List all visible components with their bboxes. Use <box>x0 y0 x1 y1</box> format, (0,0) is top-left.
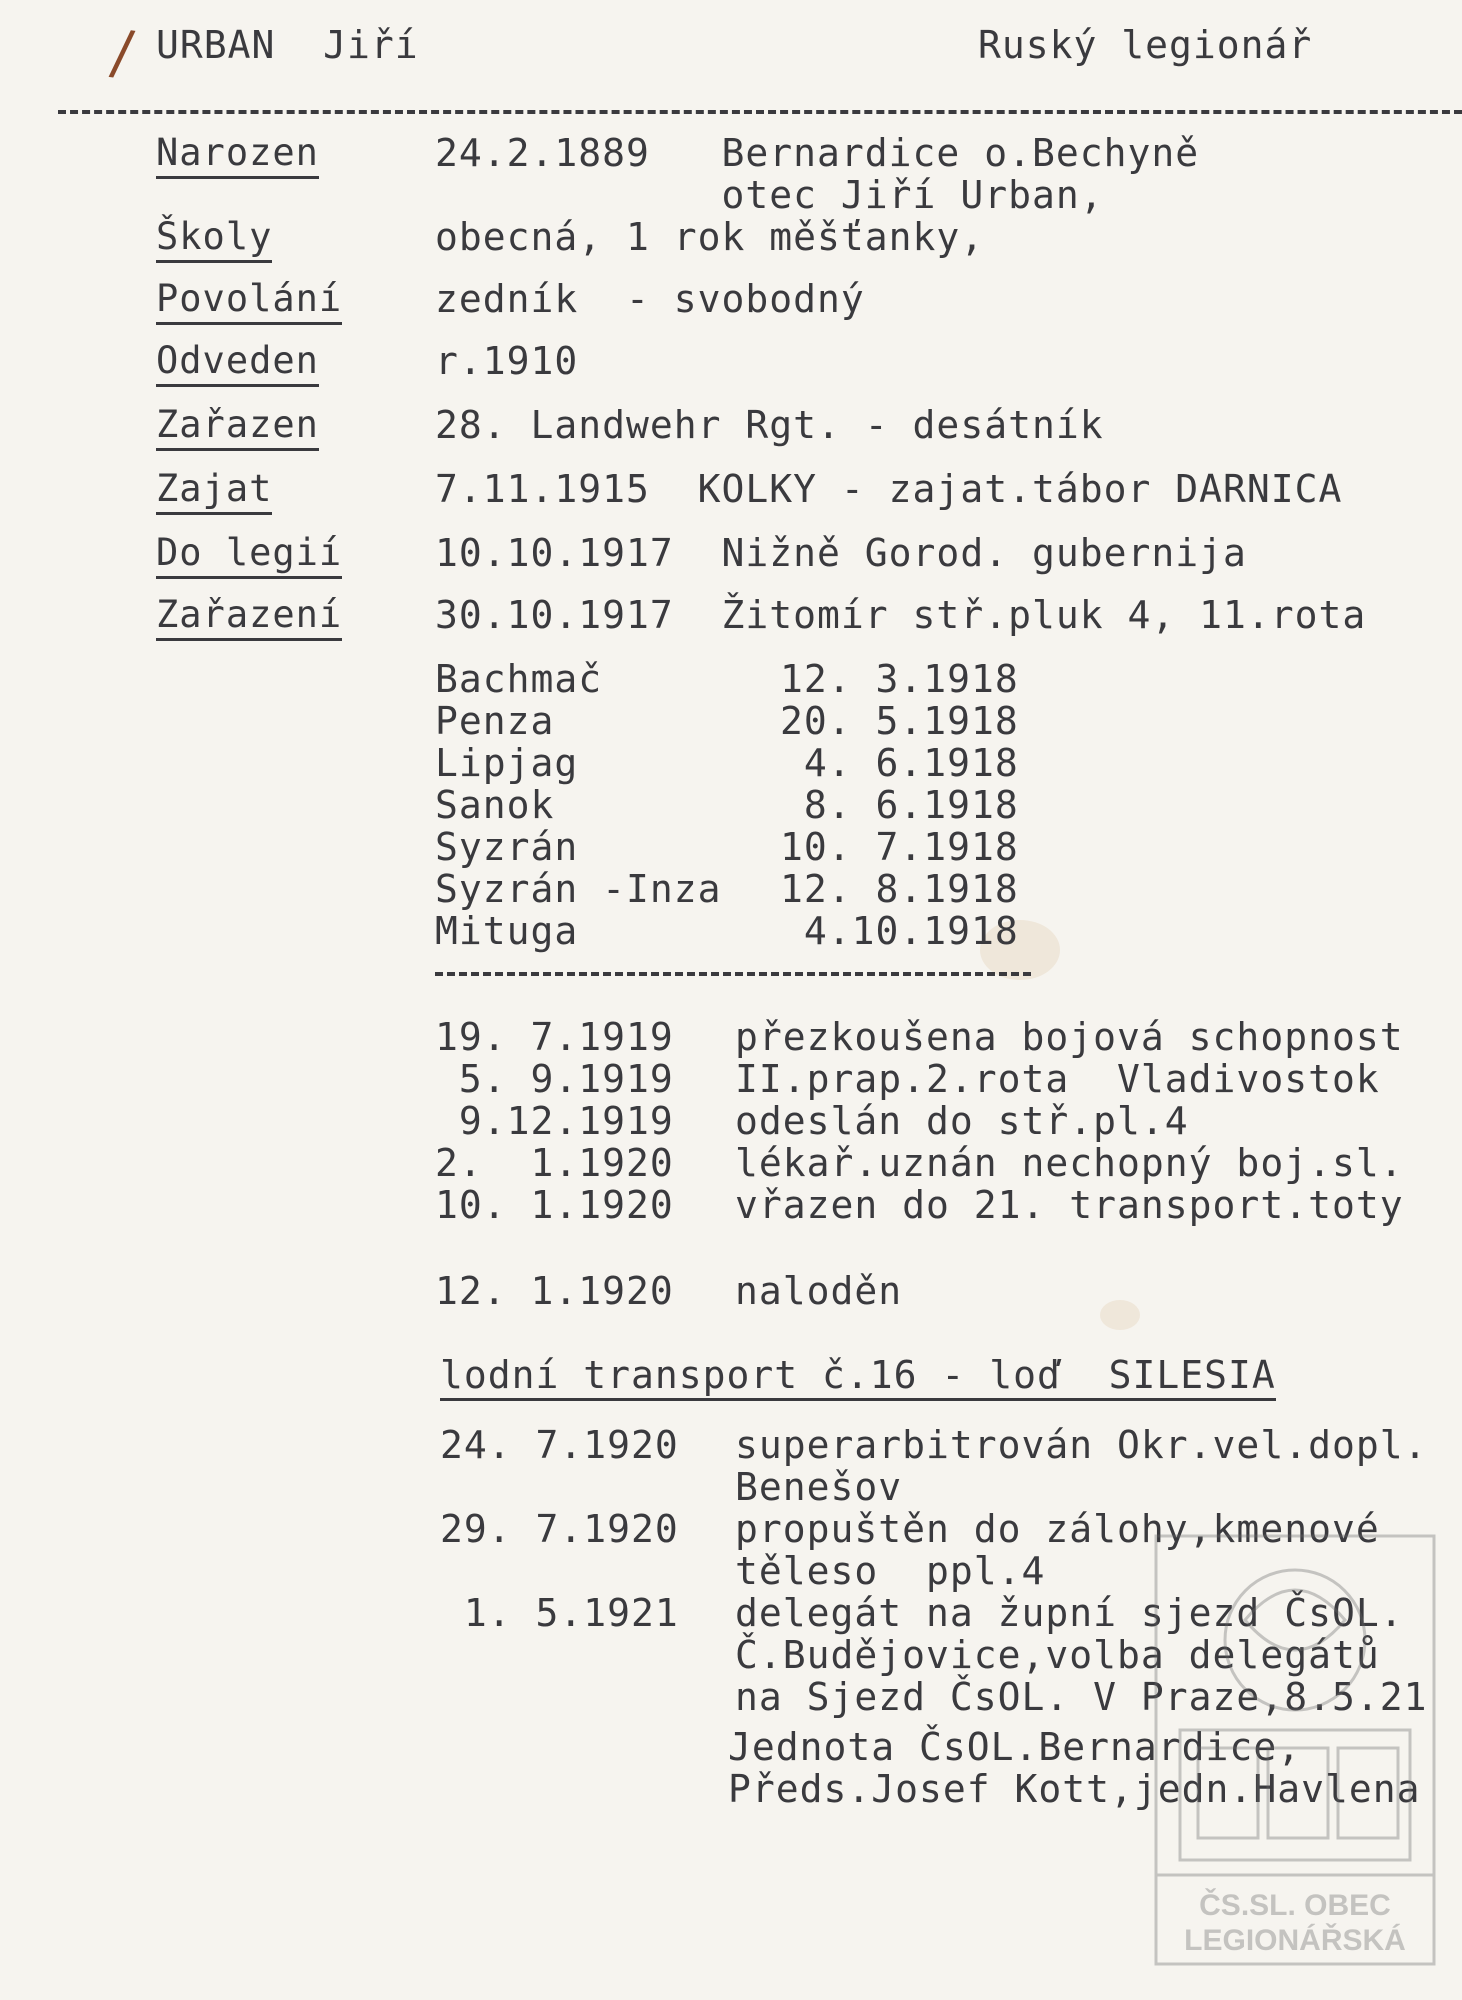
label-povolani: Povolání <box>156 278 342 325</box>
footer-line: Předs.Josef Kott,jedn.Havlena <box>728 1767 1421 1811</box>
label-zarazeni: Zařazení <box>156 594 342 641</box>
value-povolani: zedník - svobodný <box>435 277 865 321</box>
battles-divider <box>435 972 1031 976</box>
event-date: 2. 1.1920 <box>435 1141 674 1185</box>
event-text: superarbitrován Okr.vel.dopl. <box>735 1423 1428 1467</box>
event-text: přezkoušena bojová schopnost <box>735 1015 1404 1059</box>
battle-place: Lipjag <box>435 741 579 785</box>
pencil-mark: / <box>107 16 137 90</box>
label-odveden: Odveden <box>156 340 319 387</box>
value-narozen-2: otec Jiří Urban, <box>435 173 1104 217</box>
stamp-line2: LEGIONÁŘSKÁ <box>1184 1924 1406 1957</box>
battle-date: 4.10.1918 <box>780 909 1019 953</box>
label-skoly: Školy <box>156 216 272 263</box>
stamp-graphic <box>1150 1530 1440 1970</box>
event-text: těleso ppl.4 <box>735 1549 1046 1593</box>
value-zajat: 7.11.1915 KOLKY - zajat.tábor DARNICA <box>435 467 1343 511</box>
event-text: vřazen do 21. transport.toty <box>735 1183 1404 1227</box>
label-do-legii: Do legií <box>156 532 342 579</box>
value-odveden: r.1910 <box>435 339 579 383</box>
event-text: na Sjezd ČsOL. V Praze,8.5.21 <box>735 1675 1428 1719</box>
battle-place: Bachmač <box>435 657 603 701</box>
battle-date: 12. 3.1918 <box>780 657 1019 701</box>
event-text: lékař.uznán nechopný boj.sl. <box>735 1141 1404 1185</box>
header-divider <box>58 110 1462 114</box>
event-date: 9.12.1919 <box>435 1099 674 1143</box>
event-date: 19. 7.1919 <box>435 1015 674 1059</box>
battle-date: 12. 8.1918 <box>780 867 1019 911</box>
event-date: 5. 9.1919 <box>435 1057 674 1101</box>
event-date: 29. 7.1920 <box>440 1507 679 1551</box>
value-zarazen: 28. Landwehr Rgt. - desátník <box>435 403 1104 447</box>
value-zarazeni: 30.10.1917 Žitomír stř.pluk 4, 11.rota <box>435 593 1367 637</box>
event-text: propuštěn do zálohy,kmenové <box>735 1507 1380 1551</box>
battle-place: Syzrán <box>435 825 579 869</box>
document-title: Ruský legionář <box>978 23 1313 67</box>
label-zajat: Zajat <box>156 468 272 515</box>
event-text: odeslán do stř.pl.4 <box>735 1099 1189 1143</box>
battle-place: Penza <box>435 699 555 743</box>
battle-date: 8. 6.1918 <box>780 783 1019 827</box>
event-text: Č.Budějovice,volba delegátů <box>735 1633 1380 1677</box>
event-text: II.prap.2.rota Vladivostok <box>735 1057 1380 1101</box>
value-narozen-1: 24.2.1889 Bernardice o.Bechyně <box>435 131 1200 175</box>
event-date: 24. 7.1920 <box>440 1423 679 1467</box>
value-do-legii: 10.10.1917 Nižně Gorod. gubernija <box>435 531 1247 575</box>
legion-stamp <box>1150 1530 1440 1970</box>
ship-transport-heading: lodní transport č.16 - loď SILESIA <box>440 1354 1276 1401</box>
event-date: 10. 1.1920 <box>435 1183 674 1227</box>
battle-date: 10. 7.1918 <box>780 825 1019 869</box>
event-text: Benešov <box>735 1465 903 1509</box>
event-date: 1. 5.1921 <box>440 1591 679 1635</box>
battle-date: 20. 5.1918 <box>780 699 1019 743</box>
stamp-line1: ČS.SL. OBEC <box>1199 1889 1391 1922</box>
label-zarazen: Zařazen <box>156 404 319 451</box>
battle-place: Mituga <box>435 909 579 953</box>
battle-place: Syzrán -Inza <box>435 867 722 911</box>
embark-date: 12. 1.1920 <box>435 1269 674 1313</box>
value-skoly: obecná, 1 rok měšťanky, <box>435 215 985 259</box>
label-narozen: Narozen <box>156 132 319 179</box>
event-text: delegát na župní sjezd ČsOL. <box>735 1591 1404 1635</box>
paper-stain <box>1100 1300 1140 1330</box>
embark-text: naloděn <box>735 1269 903 1313</box>
person-name: URBAN Jiří <box>156 23 419 67</box>
battle-date: 4. 6.1918 <box>780 741 1019 785</box>
battle-place: Sanok <box>435 783 555 827</box>
footer-line: Jednota ČsOL.Bernardice, <box>728 1725 1302 1769</box>
